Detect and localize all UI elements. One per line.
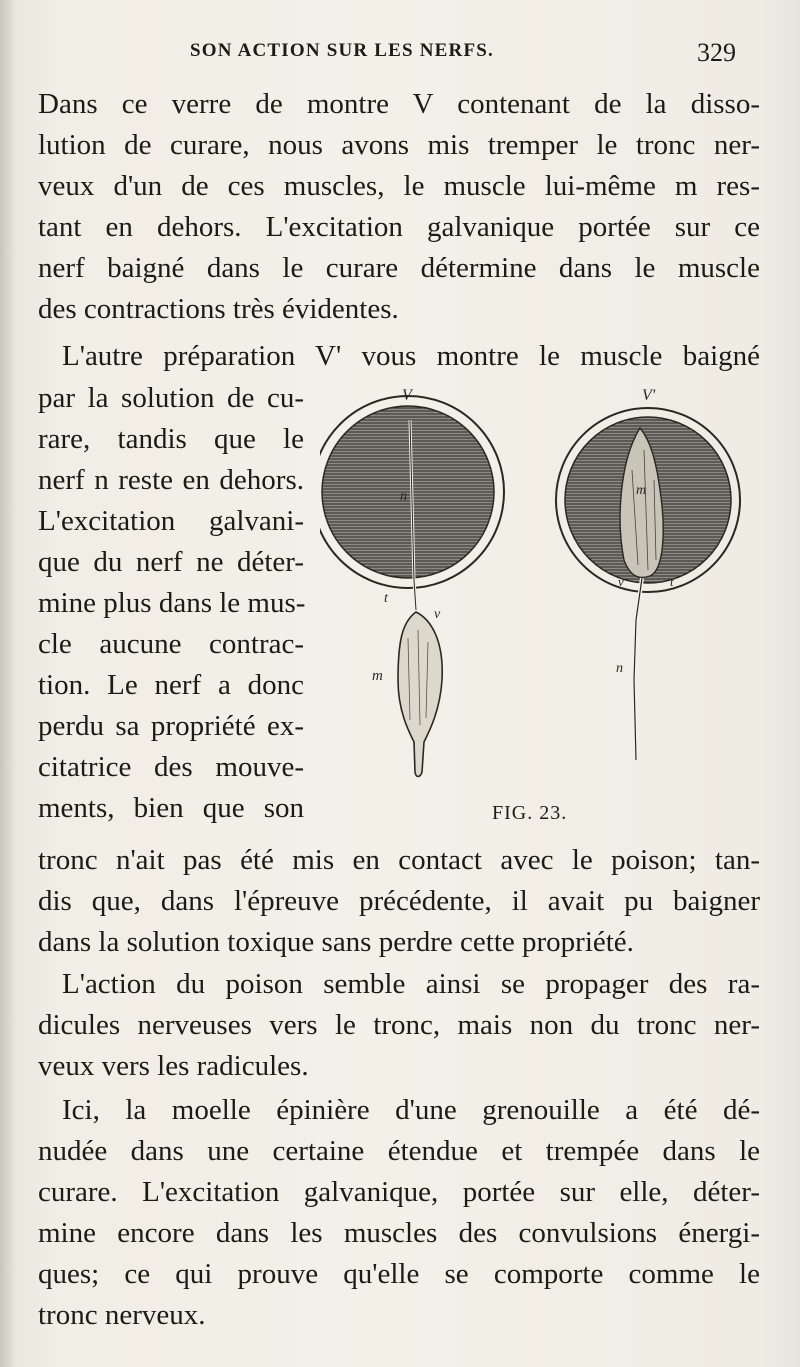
paragraph-4 (38, 1090, 760, 1336)
label-v-left: v (434, 607, 441, 622)
text-line: Dans ce verre de montre V contenant de la disso- (38, 88, 760, 120)
label-m-left: m (372, 668, 383, 684)
text-line: tant en dehors. L'excitation galvanique portée sur ce (38, 211, 760, 243)
label-v-prime: V' (642, 387, 656, 404)
text-line: dis que, dans l'épreuve précédente, il avait pu baigner (38, 885, 760, 917)
text-line: dans la solution toxique sans perdre cette propriété. (38, 926, 634, 958)
text-line: nerf baigné dans le curare détermine dans le muscle (38, 252, 760, 284)
text-line: ments, bien que son (38, 792, 304, 824)
paragraph-2-first-line (38, 336, 760, 377)
label-n-right: n (616, 661, 623, 676)
text-line: par la solution de cu- (38, 382, 304, 414)
label-t-left: t (384, 591, 388, 606)
text-line: nudée dans une certaine étendue et trempée dans le (38, 1135, 760, 1167)
figure-illustration (320, 380, 760, 800)
page-number: 329 (697, 38, 736, 67)
text-line: veux vers les radicules. (38, 1050, 309, 1082)
label-t-right: t (670, 574, 674, 589)
text-line: tronc n'ait pas été mis en contact avec le poison; tan- (38, 844, 760, 876)
paragraph-1 (38, 84, 760, 330)
label-n-left: n (400, 489, 407, 504)
text-line: nerf n reste en dehors. (38, 464, 304, 496)
muscle-left-shape (398, 612, 442, 777)
label-v: V (402, 387, 412, 404)
paragraph-2-continuation (38, 840, 760, 963)
text-line: rare, tandis que le (38, 423, 304, 455)
text-line: que du nerf ne déter- (38, 546, 304, 578)
label-m-right: m (636, 483, 647, 498)
paragraph-2-narrow-column (38, 378, 304, 829)
text-line: des contractions très évidentes. (38, 293, 399, 325)
running-title: SON ACTION SUR LES NERFS. (190, 40, 494, 61)
text-line: mine plus dans le mus- (38, 587, 306, 619)
label-v-right: v (618, 574, 624, 589)
text-line: ques; ce qui prouve qu'elle se comporte comme le (38, 1258, 760, 1290)
text-line: citatrice des mouve- (38, 751, 304, 783)
text-line: veux d'un de ces muscles, le muscle lui-même m res- (38, 170, 760, 202)
text-line: tion. Le nerf a donc (38, 669, 304, 701)
figure-23 (320, 380, 760, 840)
text-line: L'autre préparation V' vous montre le muscle baigné (62, 340, 760, 372)
text-line: mine encore dans les muscles des convulsions énergi- (38, 1217, 760, 1249)
text-line: Ici, la moelle épinière d'une grenouille a été dé- (62, 1094, 760, 1126)
gutter-shadow (0, 0, 14, 1367)
text-line: L'excitation galvani- (38, 505, 304, 537)
text-line: L'action du poison semble ainsi se propager des ra- (62, 968, 760, 1000)
text-line: cle aucune contrac- (38, 628, 304, 660)
text-line: tronc nerveux. (38, 1299, 206, 1331)
text-line: curare. L'excitation galvanique, portée sur elle, déter- (38, 1176, 760, 1208)
figure-caption: FIG. 23. (492, 802, 568, 824)
paragraph-3 (38, 964, 760, 1087)
text-line: dicules nerveuses vers le tronc, mais non du tronc ner- (38, 1009, 760, 1041)
text-line: perdu sa propriété ex- (38, 710, 304, 742)
text-line: lution de curare, nous avons mis tremper le tronc ner- (38, 129, 760, 161)
